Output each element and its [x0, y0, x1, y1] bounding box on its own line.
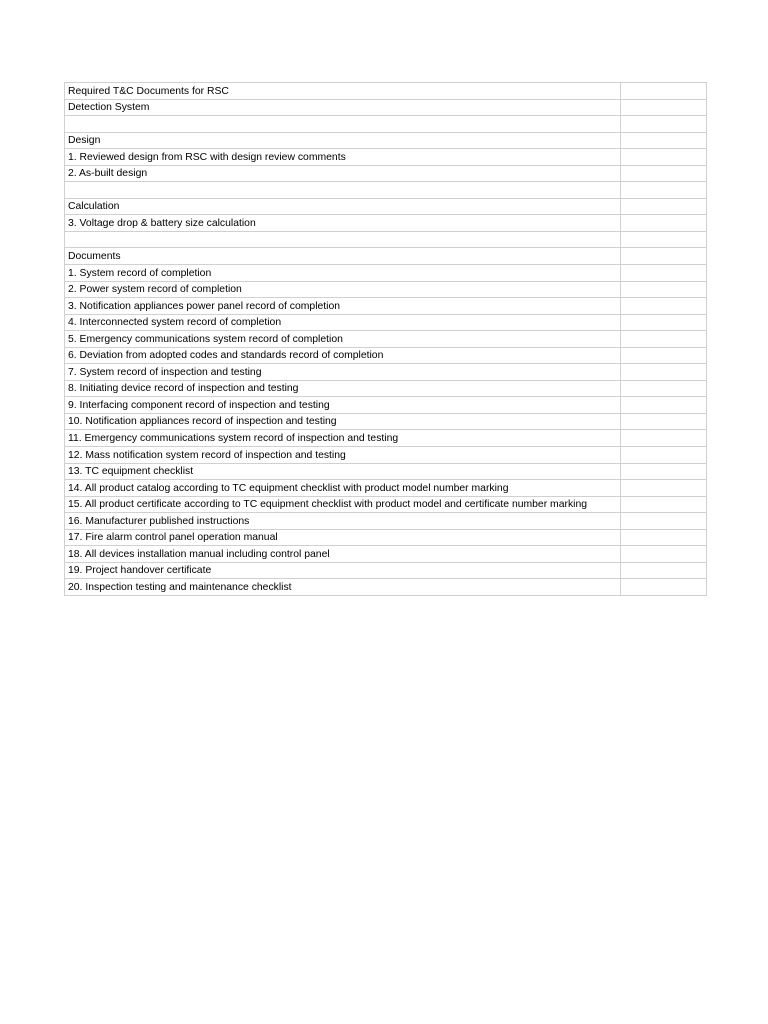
table-row — [65, 182, 707, 199]
table-cell-text — [65, 116, 621, 133]
table-cell-empty — [621, 529, 707, 546]
table-cell-text: Calculation — [65, 198, 621, 215]
table-cell-text: 20. Inspection testing and maintenance checklist — [65, 579, 621, 596]
table-cell-text: Design — [65, 132, 621, 149]
table-row — [65, 480, 707, 497]
table-row — [65, 149, 707, 166]
table-cell-text: 19. Project handover certificate — [65, 562, 621, 579]
table-cell-empty — [621, 513, 707, 530]
table-cell-text — [65, 231, 621, 248]
table-row — [65, 83, 707, 100]
table-row — [65, 413, 707, 430]
table-row — [65, 562, 707, 579]
table-cell-empty — [621, 215, 707, 232]
table-cell-text: 3. Notification appliances power panel record of completion — [65, 298, 621, 315]
table-cell-text: 12. Mass notification system record of inspection and testing — [65, 447, 621, 464]
table-cell-empty — [621, 447, 707, 464]
table-row — [65, 463, 707, 480]
table-cell-empty — [621, 546, 707, 563]
table-cell-empty — [621, 496, 707, 513]
table-cell-empty — [621, 480, 707, 497]
table-row — [65, 198, 707, 215]
table-cell-text: 5. Emergency communications system record of completion — [65, 331, 621, 348]
table-cell-empty — [621, 314, 707, 331]
table-cell-empty — [621, 116, 707, 133]
table-row — [65, 165, 707, 182]
table-cell-text: Documents — [65, 248, 621, 265]
table-row — [65, 579, 707, 596]
table-row — [65, 347, 707, 364]
table-cell-empty — [621, 430, 707, 447]
documents-table — [64, 82, 707, 596]
table-cell-empty — [621, 99, 707, 116]
table-row — [65, 496, 707, 513]
table-cell-text: 13. TC equipment checklist — [65, 463, 621, 480]
table-cell-empty — [621, 281, 707, 298]
table-cell-empty — [621, 298, 707, 315]
table-body — [65, 83, 707, 596]
table-row — [65, 215, 707, 232]
table-cell-text: 9. Interfacing component record of inspection and testing — [65, 397, 621, 414]
table-cell-text: 18. All devices installation manual including control panel — [65, 546, 621, 563]
table-row — [65, 529, 707, 546]
table-cell-empty — [621, 579, 707, 596]
table-cell-text: 2. As-built design — [65, 165, 621, 182]
table-row — [65, 430, 707, 447]
table-cell-text: 4. Interconnected system record of completion — [65, 314, 621, 331]
table-row — [65, 380, 707, 397]
table-row — [65, 99, 707, 116]
table-row — [65, 397, 707, 414]
table-row — [65, 513, 707, 530]
table-row — [65, 331, 707, 348]
table-cell-empty — [621, 132, 707, 149]
table-cell-text: 1. System record of completion — [65, 265, 621, 282]
table-cell-empty — [621, 248, 707, 265]
table-cell-text — [65, 182, 621, 199]
table-cell-empty — [621, 182, 707, 199]
table-cell-text: 7. System record of inspection and testing — [65, 364, 621, 381]
table-cell-empty — [621, 364, 707, 381]
table-cell-text: 2. Power system record of completion — [65, 281, 621, 298]
table-cell-empty — [621, 198, 707, 215]
table-row — [65, 281, 707, 298]
table-cell-text: 1. Reviewed design from RSC with design review comments — [65, 149, 621, 166]
table-cell-text: 10. Notification appliances record of inspection and testing — [65, 413, 621, 430]
table-cell-empty — [621, 397, 707, 414]
table-cell-text: 17. Fire alarm control panel operation manual — [65, 529, 621, 546]
table-row — [65, 265, 707, 282]
table-cell-empty — [621, 463, 707, 480]
table-cell-empty — [621, 347, 707, 364]
table-row — [65, 447, 707, 464]
table-row — [65, 231, 707, 248]
table-cell-empty — [621, 380, 707, 397]
table-cell-empty — [621, 83, 707, 100]
table-cell-empty — [621, 265, 707, 282]
table-cell-empty — [621, 165, 707, 182]
table-cell-text: 8. Initiating device record of inspection and testing — [65, 380, 621, 397]
table-row — [65, 132, 707, 149]
table-cell-text: 3. Voltage drop & battery size calculation — [65, 215, 621, 232]
table-cell-text: 15. All product certificate according to TC equipment checklist with product model and certificate number marking — [65, 496, 621, 513]
table-row — [65, 364, 707, 381]
table-row — [65, 546, 707, 563]
table-cell-text: Required T&C Documents for RSC — [65, 83, 621, 100]
table-row — [65, 298, 707, 315]
table-cell-empty — [621, 331, 707, 348]
table-row — [65, 248, 707, 265]
table-cell-text: Detection System — [65, 99, 621, 116]
table-cell-text: 14. All product catalog according to TC equipment checklist with product model number marking — [65, 480, 621, 497]
table-cell-text: 16. Manufacturer published instructions — [65, 513, 621, 530]
table-cell-text: 6. Deviation from adopted codes and standards record of completion — [65, 347, 621, 364]
table-row — [65, 116, 707, 133]
table-cell-text: 11. Emergency communications system record of inspection and testing — [65, 430, 621, 447]
table-cell-empty — [621, 149, 707, 166]
table-cell-empty — [621, 562, 707, 579]
table-cell-empty — [621, 413, 707, 430]
table-row — [65, 314, 707, 331]
table-cell-empty — [621, 231, 707, 248]
